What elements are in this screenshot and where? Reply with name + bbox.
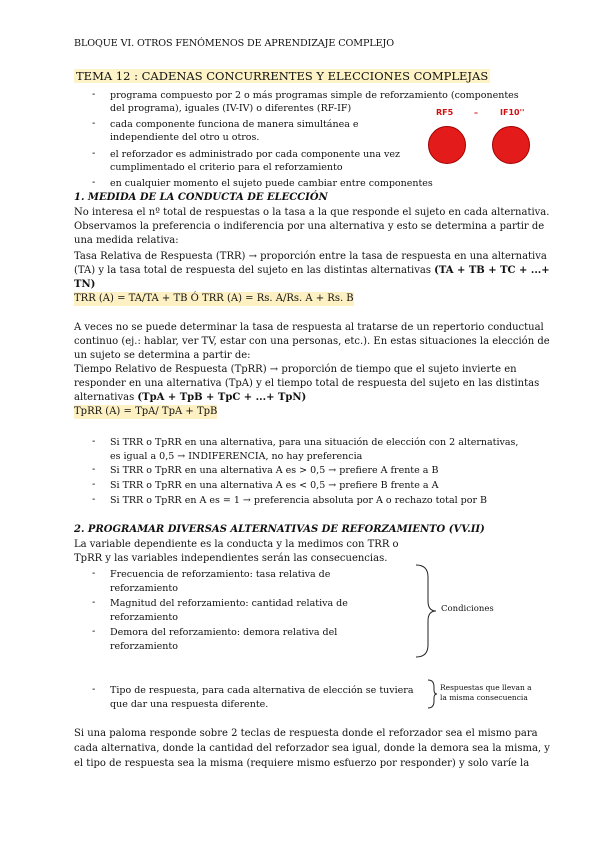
bullet-dash: - xyxy=(92,626,96,637)
s2-end-line-2: cada alternativa, donde la cantidad del reforzador sea igual, donde la demora sea la misma, y xyxy=(74,743,550,754)
response-type-line-1: Tipo de respuesta, para cada alternativa de elección se tuviera xyxy=(110,685,414,696)
bullet-dash: - xyxy=(92,568,96,579)
tprr-definition-line-1: Tiempo Relativo de Respuesta (TpRR) → proporción de tiempo que el sujeto invierte en xyxy=(74,364,517,375)
rule-1-line-1: Si TRR o TpRR en una alternativa, para una situación de elección con 2 alternativas, xyxy=(110,437,519,448)
conditions-label: Condiciones xyxy=(441,604,494,614)
section-2-heading: 2. PROGRAMAR DIVERSAS ALTERNATIVAS DE REFORZAMIENTO (VV.II) xyxy=(74,524,485,535)
rf-key-circle-icon xyxy=(428,126,466,164)
tprr-definition-text: alternativas xyxy=(74,392,138,403)
rf-label: RF5 xyxy=(436,108,454,117)
s2-p1-line-2: TpRR y las variables independientes serán las consecuencias. xyxy=(74,553,388,564)
s2-p1-line-1: La variable dependiente es la conducta y la medimos con TRR o xyxy=(74,539,399,550)
intro-bullet-3-line-1: el reforzador es administrado por cada componente una vez xyxy=(110,149,401,160)
responses-label-line-1: Respuestas que llevan a xyxy=(440,683,532,692)
condition-1-line-2: reforzamiento xyxy=(110,583,178,594)
bullet-dash: - xyxy=(92,479,96,490)
concurrent-program-diagram xyxy=(420,104,540,162)
s1-p2-line-2: continuo (ej.: hablar, ver TV, estar con una personas, etc.). En estas situaciones la elección de xyxy=(74,336,550,347)
rule-3: Si TRR o TpRR en una alternativa A es < 0,5 → prefiere B frente a A xyxy=(110,480,439,491)
bullet-dash: - xyxy=(92,118,96,129)
bullet-dash: - xyxy=(92,684,96,695)
intro-bullet-1-line-2: del programa), iguales (IV-IV) o diferentes (RF-IF) xyxy=(110,103,352,114)
section-1-heading: 1. MEDIDA DE LA CONDUCTA DE ELECCIÓN xyxy=(74,192,328,203)
if-key-circle-icon xyxy=(492,126,530,164)
responses-label-line-2: la misma consecuencia xyxy=(440,693,528,702)
bullet-dash: - xyxy=(92,436,96,447)
condition-3-line-2: reforzamiento xyxy=(110,641,178,652)
page-header: BLOQUE VI. OTROS FENÓMENOS DE APRENDIZAJE COMPLEJO xyxy=(74,38,395,49)
rule-2: Si TRR o TpRR en una alternativa A es > 0,5 → prefiere A frente a B xyxy=(110,465,439,476)
if-label: IF10'' xyxy=(500,108,525,117)
tprr-definition-line-2: responder en una alternativa (TpA) y el tiempo total de respuesta del sujeto en las distintas xyxy=(74,378,540,389)
trr-definition-line-2 xyxy=(74,264,550,278)
trr-sum-end: TN) xyxy=(74,279,96,290)
tprr-formula: TpRR (A) = TpA/ TpA + TpB xyxy=(74,406,218,417)
diagram-dash: – xyxy=(474,108,478,117)
bullet-dash: - xyxy=(92,597,96,608)
tprr-sum: (TpA + TpB + TpC + ...+ TpN) xyxy=(137,392,307,403)
s1-p1-line-1: No interesa el nº total de respuestas o la tasa a la que responde el sujeto en cada alternativa. xyxy=(74,207,550,218)
rule-4: Si TRR o TpRR en A es = 1 → preferencia absoluta por A o rechazo total por B xyxy=(110,495,488,506)
trr-formula: TRR (A) = TA/TA + TB Ó TRR (A) = Rs. A/Rs. A + Rs. B xyxy=(74,293,354,304)
intro-bullet-3-line-2: cumplimentado el criterio para el reforzamiento xyxy=(110,162,343,173)
bullet-dash: - xyxy=(92,148,96,159)
response-type-line-2: que dar una respuesta diferente. xyxy=(110,699,269,710)
s2-end-line-3: el tipo de respuesta sea la misma (requiere mismo esfuerzo por responder) y solo varíe la xyxy=(74,758,530,769)
s1-p2-line-1: A veces no se puede determinar la tasa de respuesta al tratarse de un repertorio conductual xyxy=(74,322,544,333)
intro-bullet-2-line-2: independiente del otro u otros. xyxy=(110,132,260,143)
conditions-brace-icon xyxy=(414,563,438,659)
s1-p1-line-3: una medida relativa: xyxy=(74,235,179,246)
condition-2-line-1: Magnitud del reforzamiento: cantidad relativa de xyxy=(110,598,348,609)
bullet-dash: - xyxy=(92,464,96,475)
condition-2-line-2: reforzamiento xyxy=(110,612,178,623)
bullet-dash: - xyxy=(92,89,96,100)
bullet-dash: - xyxy=(92,494,96,505)
intro-bullet-2-line-1: cada componente funciona de manera simultánea e xyxy=(110,119,359,130)
intro-bullet-4: en cualquier momento el sujeto puede cambiar entre componentes xyxy=(110,178,433,189)
s2-end-line-1: Si una paloma responde sobre 2 teclas de respuesta donde el reforzador sea el mismo para xyxy=(74,728,538,739)
trr-sum: (TA + TB + TC + ...+ xyxy=(434,265,550,276)
condition-1-line-1: Frecuencia de reforzamiento: tasa relativa de xyxy=(110,569,331,580)
trr-definition-line-1: Tasa Relativa de Respuesta (TRR) → proporción entre la tasa de respuesta en una alternativa xyxy=(74,251,547,262)
trr-definition-text: (TA) y la tasa total de respuesta del sujeto en las distintas alternativas xyxy=(74,265,435,276)
response-brace-icon xyxy=(426,678,438,710)
condition-3-line-1: Demora del reforzamiento: demora relativa del xyxy=(110,627,338,638)
intro-bullet-1-line-1: programa compuesto por 2 o más programas simple de reforzamiento (componentes xyxy=(110,90,519,101)
tprr-definition-line-3 xyxy=(74,391,306,405)
page-title: TEMA 12 : CADENAS CONCURRENTES Y ELECCIONES COMPLEJAS xyxy=(76,69,489,83)
s1-p2-line-3: un sujeto se determina a partir de: xyxy=(74,350,251,361)
s1-p1-line-2: Observamos la preferencia o indiferencia por una alternativa y esto se determina a partir de xyxy=(74,221,545,232)
rule-1-line-2: es igual a 0,5 → INDIFERENCIA, no hay preferencia xyxy=(110,451,363,462)
bullet-dash: - xyxy=(92,177,96,188)
